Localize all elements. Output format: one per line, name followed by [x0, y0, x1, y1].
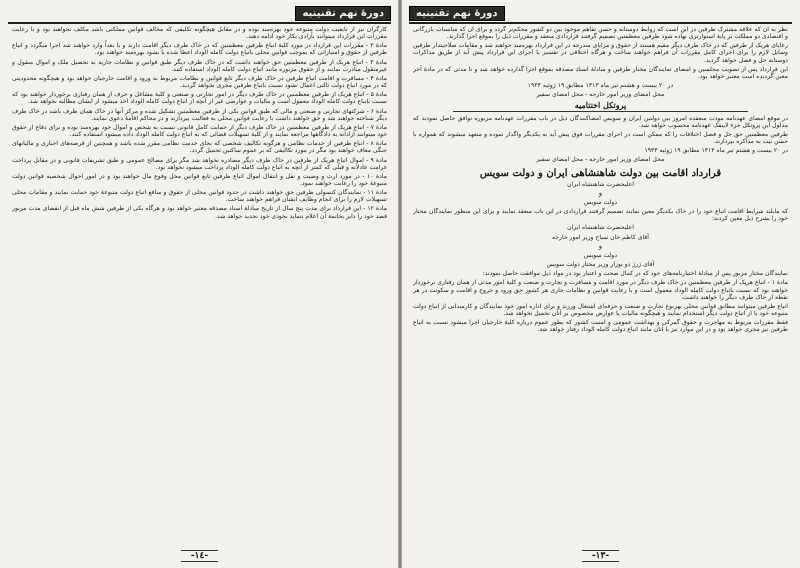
- conjunction: و: [598, 188, 603, 197]
- rep-name: آقای کاظم خان سیاح وزیر امور خارجه: [552, 233, 649, 241]
- signature-line: محل امضای وزیر امور خارجه - محل امضای سفیر: [536, 91, 665, 99]
- paragraph: نمایندگان مختار مزبور پس از مبادلهٔ اختیارنامه‌های خود که در کمال صحت و اعتبار بود در مواد ذیل موافقت حاصل نمودند:: [482, 270, 788, 278]
- right-page-header: [409, 4, 792, 24]
- right-page-footer: [401, 550, 800, 562]
- paragraph: مادهٔ ۹ - اموال اتباع هریک از طرفین در خاک طرف دیگر مصادره نخواهد شد مگر برای مصالح عمومی و طبق تشریفات قانونی و در مقابل پرداخت غرامت عادلانه و قبلی که کمتر از آنچه به اتباع دولت کامله الوداد پرداخت میشود نخواهد بود.: [12, 156, 387, 171]
- paragraph: مادهٔ ۳ - اتباع هریک از طرفین معظمتین حق خواهند داشت که در خاک طرف دیگر طبق قوانین و نظامات جاریه به تحصیل ملک و اموال منقول و غیرمنقول مبادرت نمایند و از حقوق مزبوره مانند اتباع دولت کامله الوداد استفاده کنند.: [12, 58, 387, 73]
- paragraph: مادهٔ ۲ - مقررات این قرارداد در مورد کلیهٔ اتباع طرفین معظمتین که در خاک طرف دیگر اقامت دارند و یا بعداً وارد خواهند شد اجرا میگردد و اتباع طرفین از حقوق و امتیازاتی که بموجب قوانین محلی باتباع دولت کامله الوداد اعطا شده یا بشود بهره‌مند خواهند بود.: [12, 42, 387, 57]
- paragraph: کارگران نیز از تابعیت دولت متبوعه خود بهره‌مند بوده و در مقابل هیچگونه تکلیفی که مخالف قوانین مملکتی باشد مکلف نخواهند بود و با رعایت مقررات این قرارداد میتوانند بآزادی بکار خود ادامه دهند.: [12, 26, 387, 41]
- paragraph: مادهٔ ۶ - شرکتهای تجارتی و صنعتی و مالی که طبق قوانین یکی از طرفین معظمتین تشکیل شده و مرکز آنها در خاک همان طرف باشد در خاک طرف دیگر شناخته خواهند شد و حق خواهند داشت با رعایت قوانین محلی به فعالیت بپردازند و در محاکم اقامهٔ دعوی نمایند.: [12, 107, 387, 122]
- page-number: -١٣-: [582, 550, 619, 562]
- date-line: در ۲۰ بیست و هشتم تیر ماه ۱۳۱۳ مطابق ۱۹ ژوئیه ۱۹۳۴: [527, 82, 674, 90]
- paragraph: مادهٔ ۱ - اتباع هریک از طرفین معظمتین در خاک طرف دیگر در مورد اقامت و مسافرت و تجارت و صنعت و کلیهٔ امور مدنی از همان رفتاری برخوردار خواهند بود که نسبت باتباع دولت کامله الوداد معمول است و با رعایت قوانین و نظامات جاری هر کشور حق ورود و خروج و اقامت و سکونت در هر نقطه از خاک طرف دیگر را خواهند داشت.: [413, 279, 788, 301]
- section-title: پروتکل اختتامیه: [453, 102, 748, 111]
- left-page-footer: [0, 550, 399, 562]
- series-label: دورهٔ نهم تقنینیه: [295, 6, 391, 21]
- paragraph: این قرارداد پس از تصویب مجلسین و امضای نمایندگان مختار طرفین و مبادلهٔ اسناد مصدقه بموقع اجرا گذارده خواهد شد و تا مدتی که در مادهٔ آخر معین گردیده است معتبر خواهد بود.: [413, 65, 788, 80]
- paragraph: که مایلند شرایط اقامت اتباع خود را در خاک یکدیگر معین نمایند تصمیم گرفتند قراردادی در این باب منعقد نمایند و برای این منظور نمایندگان مختار خود را بشرح ذیل معین کردند:: [413, 208, 788, 223]
- series-label: دورهٔ نهم تقنینیه: [409, 6, 505, 21]
- right-page: [400, 0, 800, 568]
- paragraph: فقط مقررات مربوط به مهاجرت و حقوق گمرکی و بهداشت عمومی و امنیت کشور که بطور عموم درباره کلیهٔ خارجیان اجرا میشود نسبت به اتباع طرفین نیز مجری خواهد بود و در این موارد نیز با آنان مانند اتباع دولت کامله الوداد رفتار خواهد شد.: [413, 319, 788, 334]
- paragraph: در موقع امضای عهدنامه مودت منعقده امروز بین دولتین ایران و سویس امضاکنندگان ذیل در باب مقررات عهدنامه مزبوره توافق حاصل نمودند که مدلول این پروتکل جزء لاینفک عهدنامه محسوب خواهد شد.: [413, 114, 788, 129]
- paragraph: مادهٔ ۱۲ - این قرارداد برای مدت پنج سال از تاریخ مبادلهٔ اسناد مصدقه معتبر خواهد بود و هرگاه یکی از طرفین شش ماه قبل از انقضای مدت مزبور قصد خود را دایر بخاتمهٔ آن اعلام ننماید بخودی خود تجدید خواهد شد.: [12, 205, 387, 220]
- paragraph: نظر به آن که علاقه مشترک طرفین در این است که روابط دوستانه و حسن تفاهم موجود بین دو کشور محکم‌تر گردد و برای آن که مناسبات بازرگانی و اقتصادی دو مملکت بر پایهٔ استوارتری نهاده شود طرفین معظمتین تصمیم گرفتند قراردادی منعقد و مقررات ذیل را بموقع اجرا گذارند.: [413, 26, 788, 41]
- representatives-block: [413, 224, 788, 268]
- paragraph: مادهٔ ۷ - اتباع هریک از طرفین معظمتین در خاک طرف دیگر از حمایت کامل قانونی نسبت به شخص و اموال خود بهره‌مند بوده و برای دفاع از حقوق خود میتوانند آزادانه به دادگاهها مراجعه نمایند و از کلیهٔ تسهیلات قضائی که به اتباع دولت کامله الوداد داده میشود استفاده کنند.: [12, 123, 387, 139]
- paragraph: مادهٔ ۴ - مسافرت و اقامت اتباع طرفین در خاک طرف دیگر تابع قوانین و نظامات مربوط به ورود و اقامت خارجیان خواهد بود و هیچگونه محدودیتی که در مورد اتباع دولت ثالثی اعمال نشود نسبت باتباع طرفین مجری نخواهد گردید.: [12, 74, 387, 90]
- parties-block: [413, 181, 788, 206]
- paragraph: مادهٔ ۸ - اتباع طرفین از خدمات نظامی و هرگونه تکالیف شخصی که بجای خدمت نظامی مقرر شده باشد و همچنین از قرضه‌های اجباری و مالیاتهای جنگی معاف خواهند بود مگر در مورد تکالیفی که بر عموم ساکنین تحمیل گردد.: [12, 140, 387, 155]
- party-name: دولت سویس: [583, 198, 618, 206]
- paragraph: اتباع طرفین میتوانند مطابق قوانین محلی بهرنوع تجارت و صنعت و حرفه‌ای اشتغال ورزند و برای اداره امور خود نمایندگان و کارمندانی از اتباع دولت متبوعه خود یا از اتباع دولت دیگر استخدام نمایند و هیچگونه مالیات یا عوارض مخصوص بر آنان تحمیل نخواهد شد.: [413, 302, 788, 317]
- book-gutter: [398, 0, 402, 568]
- left-page-body: [12, 26, 387, 542]
- party-name: اعلیحضرت شاهنشاه ایران: [567, 180, 634, 188]
- right-page-body: [413, 26, 788, 542]
- paragraph: مادهٔ ۱۰ - در مورد ارث و وصیت و نقل و انتقال اموال اتباع طرفین تابع قوانین محل وقوع مال خواهند بود و در امور احوال شخصیه قوانین دولت متبوعهٔ خود را رعایت خواهند نمود.: [12, 172, 387, 187]
- left-page-header: [8, 4, 391, 24]
- rep-title: دولت سویس: [583, 251, 618, 259]
- paragraph: طرفین معظمتین حق حل و فصل اختلافات را که ممکن است در اجرای مقررات فوق پیش آید به یکدیگر واگذار نموده و متعهد میشوند که همواره با حسن نیت به مذاکره بپردازند.: [413, 130, 788, 146]
- signature-line: محل امضای وزیر امور خارجه - محل امضای سفیر: [536, 156, 665, 164]
- paragraph: رعایای هریک از طرفین که در خاک طرف دیگر مقیم هستند از حقوق و مزایای مندرجه در این قرارداد بهره‌مند خواهند شد و مقامات صلاحیتدار طرفین وسایل لازم را برای اجرای کامل مقررات آن فراهم خواهند ساخت و هرگاه اختلافی در تفسیر یا اجرای این قرارداد پیش آید از طریق مذاکرات دوستانه حل و فصل خواهد گردید.: [413, 42, 788, 64]
- page-number: -١٤-: [181, 550, 218, 562]
- rep-title: اعلیحضرت شاهنشاه ایران: [567, 224, 634, 232]
- conjunction: و: [598, 241, 603, 250]
- rep-name: آقای ژرژ دو بوزار وزیر مختار دولت سویس: [546, 261, 655, 269]
- paragraph: مادهٔ ۱۱ - نمایندگان کنسولی طرفین حق خواهند داشت در حدود قوانین محلی از حقوق و منافع اتباع دولت متبوعهٔ خود حمایت نمایند و مقامات محلی تسهیلات لازم را برای انجام وظایف ایشان فراهم خواهند ساخت.: [12, 189, 387, 204]
- paragraph: در ۲۰ بیست و هشتم تیر ماه ۱۳۱۳ مطابق ۱۹ ژوئیه ۱۹۳۴: [644, 147, 788, 155]
- treaty-title: قرارداد اقامت بین دولت شاهنشاهی ایران و دولت سویس: [479, 167, 722, 179]
- paragraph: مادهٔ ۵ - اتباع هریک از طرفین معظمتین در خاک طرف دیگر در امور تجارتی و صنعتی و کلیهٔ مشاغل و حرف از همان رفتاری برخوردار خواهند بود که نسبت باتباع دولت کامله الوداد معمول است و مالیات و عوارضی غیر از آنچه از اتباع دولت کامله الوداد اخذ میشود از ایشان مطالبه نخواهد شد.: [12, 91, 387, 106]
